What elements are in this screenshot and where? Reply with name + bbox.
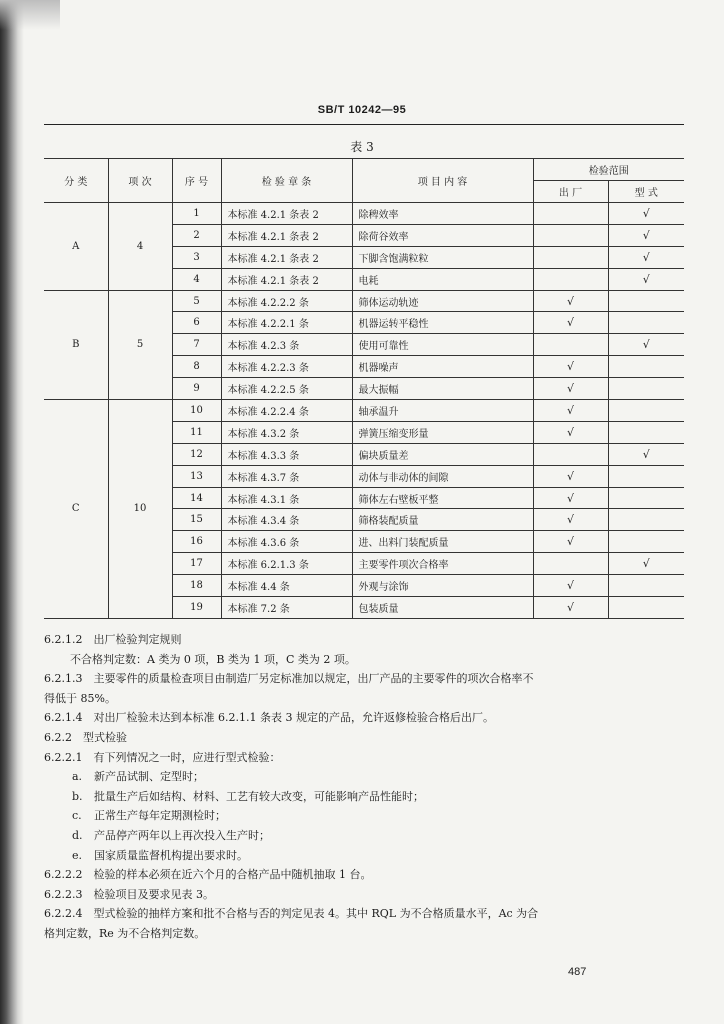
serial-cell: 19 xyxy=(172,597,221,619)
table-row xyxy=(44,400,684,422)
scan-shadow-top xyxy=(0,0,60,30)
standard-code: SB/T 10242—95 xyxy=(317,104,407,116)
type-test-check-cell xyxy=(608,312,684,334)
factory-check-cell: √ xyxy=(533,509,608,531)
factory-check-cell xyxy=(533,268,608,290)
serial-cell: 18 xyxy=(172,575,221,597)
clause-cell: 本标准 4.4 条 xyxy=(221,575,352,597)
item-cell: 进、出料门装配质量 xyxy=(352,531,533,553)
item-cell: 电耗 xyxy=(352,268,533,290)
type-test-check-cell xyxy=(608,465,684,487)
item-cell: 机器噪声 xyxy=(352,356,533,378)
factory-check-cell: √ xyxy=(533,487,608,509)
table-row xyxy=(44,290,684,312)
serial-cell: 12 xyxy=(172,443,221,465)
item-cell: 筛体左右壁板平整 xyxy=(352,487,533,509)
clause-cell: 本标准 4.2.1 条表 2 xyxy=(221,246,352,268)
list-item xyxy=(44,846,688,866)
type-test-check-cell: √ xyxy=(608,203,684,225)
paragraph: 不合格判定数：A 类为 0 项，B 类为 1 项，C 类为 2 项。 xyxy=(70,652,356,666)
list-item-text: 新产品试制、定型时； xyxy=(94,770,204,784)
factory-check-cell xyxy=(533,553,608,575)
list-item-label: c. xyxy=(72,809,82,823)
serial-cell: 9 xyxy=(172,378,221,400)
clause-cell: 本标准 4.2.2.3 条 xyxy=(221,356,352,378)
serial-cell: 7 xyxy=(172,334,221,356)
item-cell: 筛格装配质量 xyxy=(352,509,533,531)
type-test-check-cell xyxy=(608,597,684,619)
clause-cell: 本标准 4.2.3 条 xyxy=(221,334,352,356)
serial-cell: 16 xyxy=(172,531,221,553)
item-cell: 使用可靠性 xyxy=(352,334,533,356)
item-cell: 动体与非动体的间隙 xyxy=(352,465,533,487)
factory-check-cell: √ xyxy=(533,290,608,312)
clause-cell: 本标准 4.2.1 条表 2 xyxy=(221,203,352,225)
page-number: 487 xyxy=(568,966,587,978)
type-test-check-cell: √ xyxy=(608,443,684,465)
type-test-check-cell: √ xyxy=(608,334,684,356)
header-scope: 检验范围 xyxy=(533,159,684,181)
list-item-label: e. xyxy=(72,848,83,862)
clause-cell: 本标准 4.3.2 条 xyxy=(221,421,352,443)
header-item-count: 项 次 xyxy=(108,159,172,203)
type-test-check-cell: √ xyxy=(608,224,684,246)
type-test-check-cell xyxy=(608,290,684,312)
factory-check-cell: √ xyxy=(533,421,608,443)
list-item-text: 正常生产每年定期测检时； xyxy=(94,809,226,823)
category-cell: C xyxy=(44,400,108,619)
serial-cell: 6 xyxy=(172,312,221,334)
item-cell: 筛体运动轨迹 xyxy=(352,290,533,312)
factory-check-cell xyxy=(533,246,608,268)
paragraph: 6.2.2.2 检验的样本必须在近六个月的合格产品中随机抽取 1 台。 xyxy=(44,868,372,882)
clause-cell: 本标准 7.2 条 xyxy=(221,597,352,619)
paragraph: 得低于 85%。 xyxy=(44,691,116,705)
clause-cell: 本标准 4.2.1 条表 2 xyxy=(221,268,352,290)
item-cell: 轴承温升 xyxy=(352,400,533,422)
paragraph: 6.2.1.2 出厂检验判定规则 xyxy=(44,633,182,646)
list-item-text: 国家质量监督机构提出要求时。 xyxy=(94,848,248,862)
item-count-cell: 10 xyxy=(108,400,172,619)
type-test-check-cell xyxy=(608,575,684,597)
type-test-check-cell: √ xyxy=(608,553,684,575)
item-cell: 外观与涂饰 xyxy=(352,575,533,597)
category-cell: B xyxy=(44,290,108,399)
clause-cell: 本标准 4.3.6 条 xyxy=(221,531,352,553)
paragraph: 6.2.2.1 有下列情况之一时，应进行型式检验： xyxy=(44,750,281,764)
factory-check-cell xyxy=(533,334,608,356)
serial-cell: 13 xyxy=(172,465,221,487)
serial-cell: 2 xyxy=(172,224,221,246)
item-cell: 弹簧压缩变形量 xyxy=(352,421,533,443)
list-item xyxy=(44,806,688,826)
type-test-check-cell: √ xyxy=(608,246,684,268)
serial-cell: 3 xyxy=(172,246,221,268)
type-test-check-cell: √ xyxy=(608,268,684,290)
paragraph: 6.2.2.4 型式检验的抽样方案和批不合格与否的判定见表 4。其中 RQL 为不合格质量水平，Ac 为合 xyxy=(44,907,539,921)
item-cell: 最大振幅 xyxy=(352,378,533,400)
serial-cell: 14 xyxy=(172,487,221,509)
clause-cell: 本标准 4.3.3 条 xyxy=(221,443,352,465)
serial-cell: 17 xyxy=(172,553,221,575)
serial-cell: 15 xyxy=(172,509,221,531)
inspection-items-table xyxy=(44,158,684,619)
header-type-test: 型 式 xyxy=(608,181,684,203)
list-item-text: 批量生产后如结构、材料、工艺有较大改变，可能影响产品性能时； xyxy=(94,789,424,803)
header-serial: 序 号 xyxy=(172,159,221,203)
paragraph: 6.2.1.4 对出厂检验未达到本标准 6.2.1.1 条表 3 规定的产品，允许返修检验合格后出厂。 xyxy=(44,711,494,725)
clause-cell: 本标准 4.3.4 条 xyxy=(221,509,352,531)
item-cell: 偏块质量差 xyxy=(352,443,533,465)
item-cell: 主要零件项次合格率 xyxy=(352,553,533,575)
header-rule xyxy=(44,124,684,125)
item-count-cell: 5 xyxy=(108,290,172,399)
serial-cell: 11 xyxy=(172,421,221,443)
table-body xyxy=(44,203,684,619)
type-test-check-cell xyxy=(608,421,684,443)
list-item-label: d. xyxy=(72,828,83,842)
body-text xyxy=(44,630,688,944)
item-cell: 除荷谷效率 xyxy=(352,224,533,246)
factory-check-cell: √ xyxy=(533,378,608,400)
factory-check-cell: √ xyxy=(533,465,608,487)
clause-cell: 本标准 4.2.1 条表 2 xyxy=(221,224,352,246)
serial-cell: 10 xyxy=(172,400,221,422)
factory-check-cell: √ xyxy=(533,531,608,553)
factory-check-cell: √ xyxy=(533,597,608,619)
factory-check-cell: √ xyxy=(533,400,608,422)
serial-cell: 8 xyxy=(172,356,221,378)
item-cell: 下脚含饱满粒粒 xyxy=(352,246,533,268)
item-cell: 除稗效率 xyxy=(352,203,533,225)
factory-check-cell xyxy=(533,443,608,465)
factory-check-cell: √ xyxy=(533,575,608,597)
clause-cell: 本标准 6.2.1.3 条 xyxy=(221,553,352,575)
item-cell: 包装质量 xyxy=(352,597,533,619)
list-item-text: 产品停产两年以上再次投入生产时； xyxy=(94,828,270,842)
list-item-label: a. xyxy=(72,770,83,784)
factory-check-cell: √ xyxy=(533,356,608,378)
serial-cell: 4 xyxy=(172,268,221,290)
header-inspection-clause: 检 验 章 条 xyxy=(221,159,352,203)
header-item-content: 项 目 内 容 xyxy=(352,159,533,203)
clause-cell: 本标准 4.2.2.1 条 xyxy=(221,312,352,334)
category-cell: A xyxy=(44,203,108,291)
clause-cell: 本标准 4.2.2.5 条 xyxy=(221,378,352,400)
item-cell: 机器运转平稳性 xyxy=(352,312,533,334)
table-row xyxy=(44,203,684,225)
item-count-cell: 4 xyxy=(108,203,172,291)
factory-check-cell xyxy=(533,203,608,225)
header-factory: 出 厂 xyxy=(533,181,608,203)
type-test-check-cell xyxy=(608,487,684,509)
clause-cell: 本标准 4.3.7 条 xyxy=(221,465,352,487)
paragraph: 6.2.1.3 主要零件的质量检查项目由制造厂另定标准加以规定，出厂产品的主要零件的项次合格率不 xyxy=(44,672,534,686)
list-item xyxy=(44,767,688,787)
table-caption: 表 3 xyxy=(350,140,374,154)
factory-check-cell xyxy=(533,224,608,246)
paragraph: 6.2.2.3 检验项目及要求见表 3。 xyxy=(44,887,214,901)
list-item xyxy=(44,787,688,807)
type-test-check-cell xyxy=(608,400,684,422)
type-test-check-cell xyxy=(608,509,684,531)
clause-cell: 本标准 4.2.2.2 条 xyxy=(221,290,352,312)
paragraph: 6.2.2 型式检验 xyxy=(44,730,127,744)
type-test-check-cell xyxy=(608,356,684,378)
type-test-check-cell xyxy=(608,531,684,553)
list-item xyxy=(44,826,688,846)
list-item-label: b. xyxy=(72,789,83,803)
header-category: 分 类 xyxy=(44,159,108,203)
paragraph: 格判定数，Re 为不合格判定数。 xyxy=(44,926,206,940)
clause-cell: 本标准 4.3.1 条 xyxy=(221,487,352,509)
type-test-check-cell xyxy=(608,378,684,400)
factory-check-cell: √ xyxy=(533,312,608,334)
serial-cell: 5 xyxy=(172,290,221,312)
clause-cell: 本标准 4.2.2.4 条 xyxy=(221,400,352,422)
serial-cell: 1 xyxy=(172,203,221,225)
